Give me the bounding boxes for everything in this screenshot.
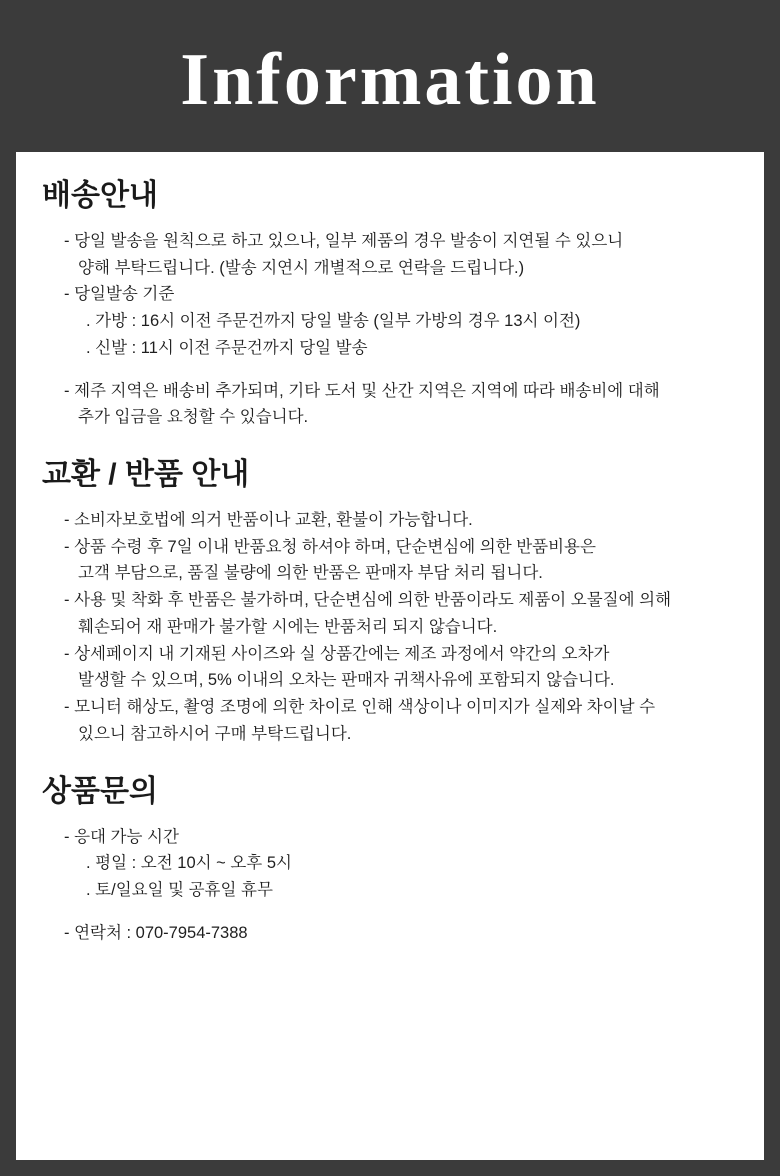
section-title-shipping: 배송안내	[42, 179, 158, 212]
info-line: . 신발 : 11시 이전 주문건까지 당일 발송	[86, 338, 368, 357]
section-lines-exchange-return	[42, 507, 738, 747]
sections-container	[42, 178, 738, 946]
section-shipping	[42, 178, 738, 431]
section-lines-shipping	[42, 228, 738, 431]
info-line: 추가 입금을 요청할 수 있습니다.	[78, 408, 309, 427]
info-line: 고객 부담으로, 품질 불량에 의한 반품은 판매자 부담 처리 됩니다.	[78, 564, 543, 583]
section-product-inquiry	[42, 774, 738, 947]
info-line: - 상품 수령 후 7일 이내 반품요청 하셔야 하며, 단순변심에 의한 반품비용은	[64, 537, 596, 556]
info-line: 훼손되어 재 판매가 불가할 시에는 반품처리 되지 않습니다.	[78, 617, 498, 636]
info-line: - 모니터 해상도, 촬영 조명에 의한 차이로 인해 색상이나 이미지가 실제와 차이날 수	[64, 698, 656, 717]
line-spacer	[42, 904, 738, 920]
information-panel	[16, 152, 764, 1160]
line-spacer	[42, 362, 738, 378]
info-line: - 연락처 : 070-7954-7388	[64, 923, 248, 942]
info-line: - 소비자보호법에 의거 반품이나 교환, 환불이 가능합니다.	[64, 511, 473, 530]
section-lines-product-inquiry	[42, 824, 738, 947]
info-line: 있으니 참고하시어 구매 부탁드립니다.	[78, 724, 352, 743]
info-line: - 당일 발송을 원칙으로 하고 있으나, 일부 제품의 경우 발송이 지연될 수 있으니	[64, 232, 624, 250]
info-line: . 토/일요일 및 공휴일 휴무	[86, 880, 273, 899]
info-line: - 응대 가능 시간	[64, 827, 179, 846]
info-line: 발생할 수 있으며, 5% 이내의 오차는 판매자 귀책사유에 포함되지 않습니다.	[78, 671, 615, 690]
section-title-product-inquiry: 상품문의	[42, 774, 158, 808]
section-exchange-return	[42, 457, 738, 747]
page-title: Information	[180, 39, 600, 121]
section-title-exchange-return: 교환 / 반품 안내	[42, 458, 250, 492]
info-line: - 당일발송 기준	[64, 285, 175, 304]
info-line: 양해 부탁드립니다. (발송 지연시 개별적으로 연락을 드립니다.)	[78, 258, 525, 277]
info-line: . 가방 : 16시 이전 주문건까지 당일 발송 (일부 가방의 경우 13시 이전)	[86, 312, 581, 331]
info-line: - 상세페이지 내 기재된 사이즈와 실 상품간에는 제조 과정에서 약간의 오차가	[64, 644, 610, 663]
info-line: . 평일 : 오전 10시 ~ 오후 5시	[86, 854, 292, 873]
info-line: - 사용 및 착화 후 반품은 불가하며, 단순변심에 의한 반품이라도 제품이 오물질에 의해	[64, 591, 672, 610]
info-line: - 제주 지역은 배송비 추가되며, 기타 도서 및 산간 지역은 지역에 따라 배송비에 대해	[64, 381, 660, 400]
